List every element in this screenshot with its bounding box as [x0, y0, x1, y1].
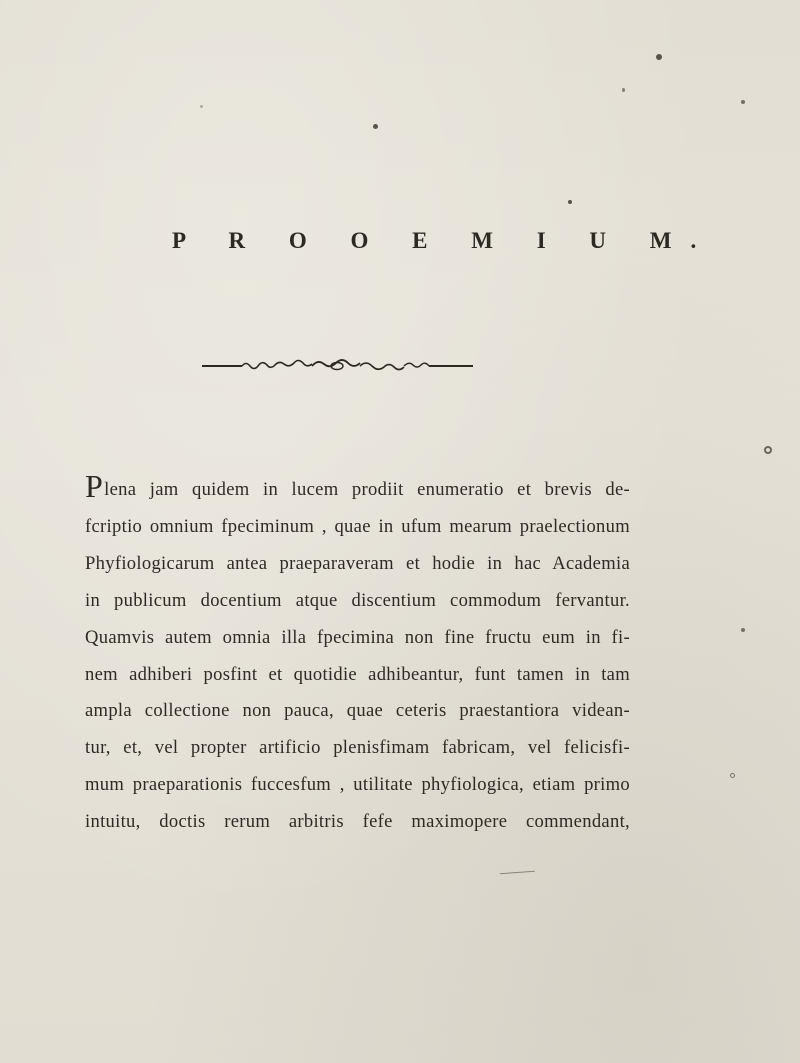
foxing-spot [730, 773, 735, 778]
text-line: intuitu, doctis rerum arbitris fefe maximopere commendant, [85, 811, 630, 833]
body-paragraph [85, 468, 630, 841]
text-line: mum praeparationis fuccesfum , utilitate phyfiologica, etiam primo [85, 774, 630, 796]
foxing-spot [656, 54, 662, 60]
text-line: nem adhiberi posfint et quotidie adhibeantur, funt tamen in tam [85, 663, 630, 685]
foxing-spot [741, 100, 745, 104]
text-line: ampla collectione non pauca, quae ceteris praestantiora videan- [85, 700, 630, 722]
foxing-spot [622, 88, 625, 92]
ornament-rule [200, 358, 475, 374]
foxing-spot [764, 446, 772, 454]
text-line: tur, et, vel propter artificio plenisfimam fabricam, vel felicisfi- [85, 737, 630, 759]
page-title: P R O O E M I U M. [172, 228, 716, 253]
catchword-mark [500, 871, 535, 877]
drop-cap: P [85, 468, 104, 504]
foxing-spot [200, 105, 203, 108]
foxing-spot [568, 200, 572, 204]
text-line: Phyfiologicarum antea praeparaveram et hodie in hac Academia [85, 552, 630, 574]
text-line: fcriptio omnium fpeciminum , quae in ufum mearum praelectionum [85, 515, 630, 537]
text-line: Quamvis autem omnia illa fpecimina non fine fructu eum in fi- [85, 626, 630, 648]
text-line: in publicum docentium atque discentium commodum fervantur. [85, 589, 630, 611]
foxing-spot [373, 124, 378, 129]
foxing-spot [741, 628, 745, 632]
text-line: Plena jam quidem in lucem prodiit enumeratio et brevis de- [85, 468, 630, 504]
